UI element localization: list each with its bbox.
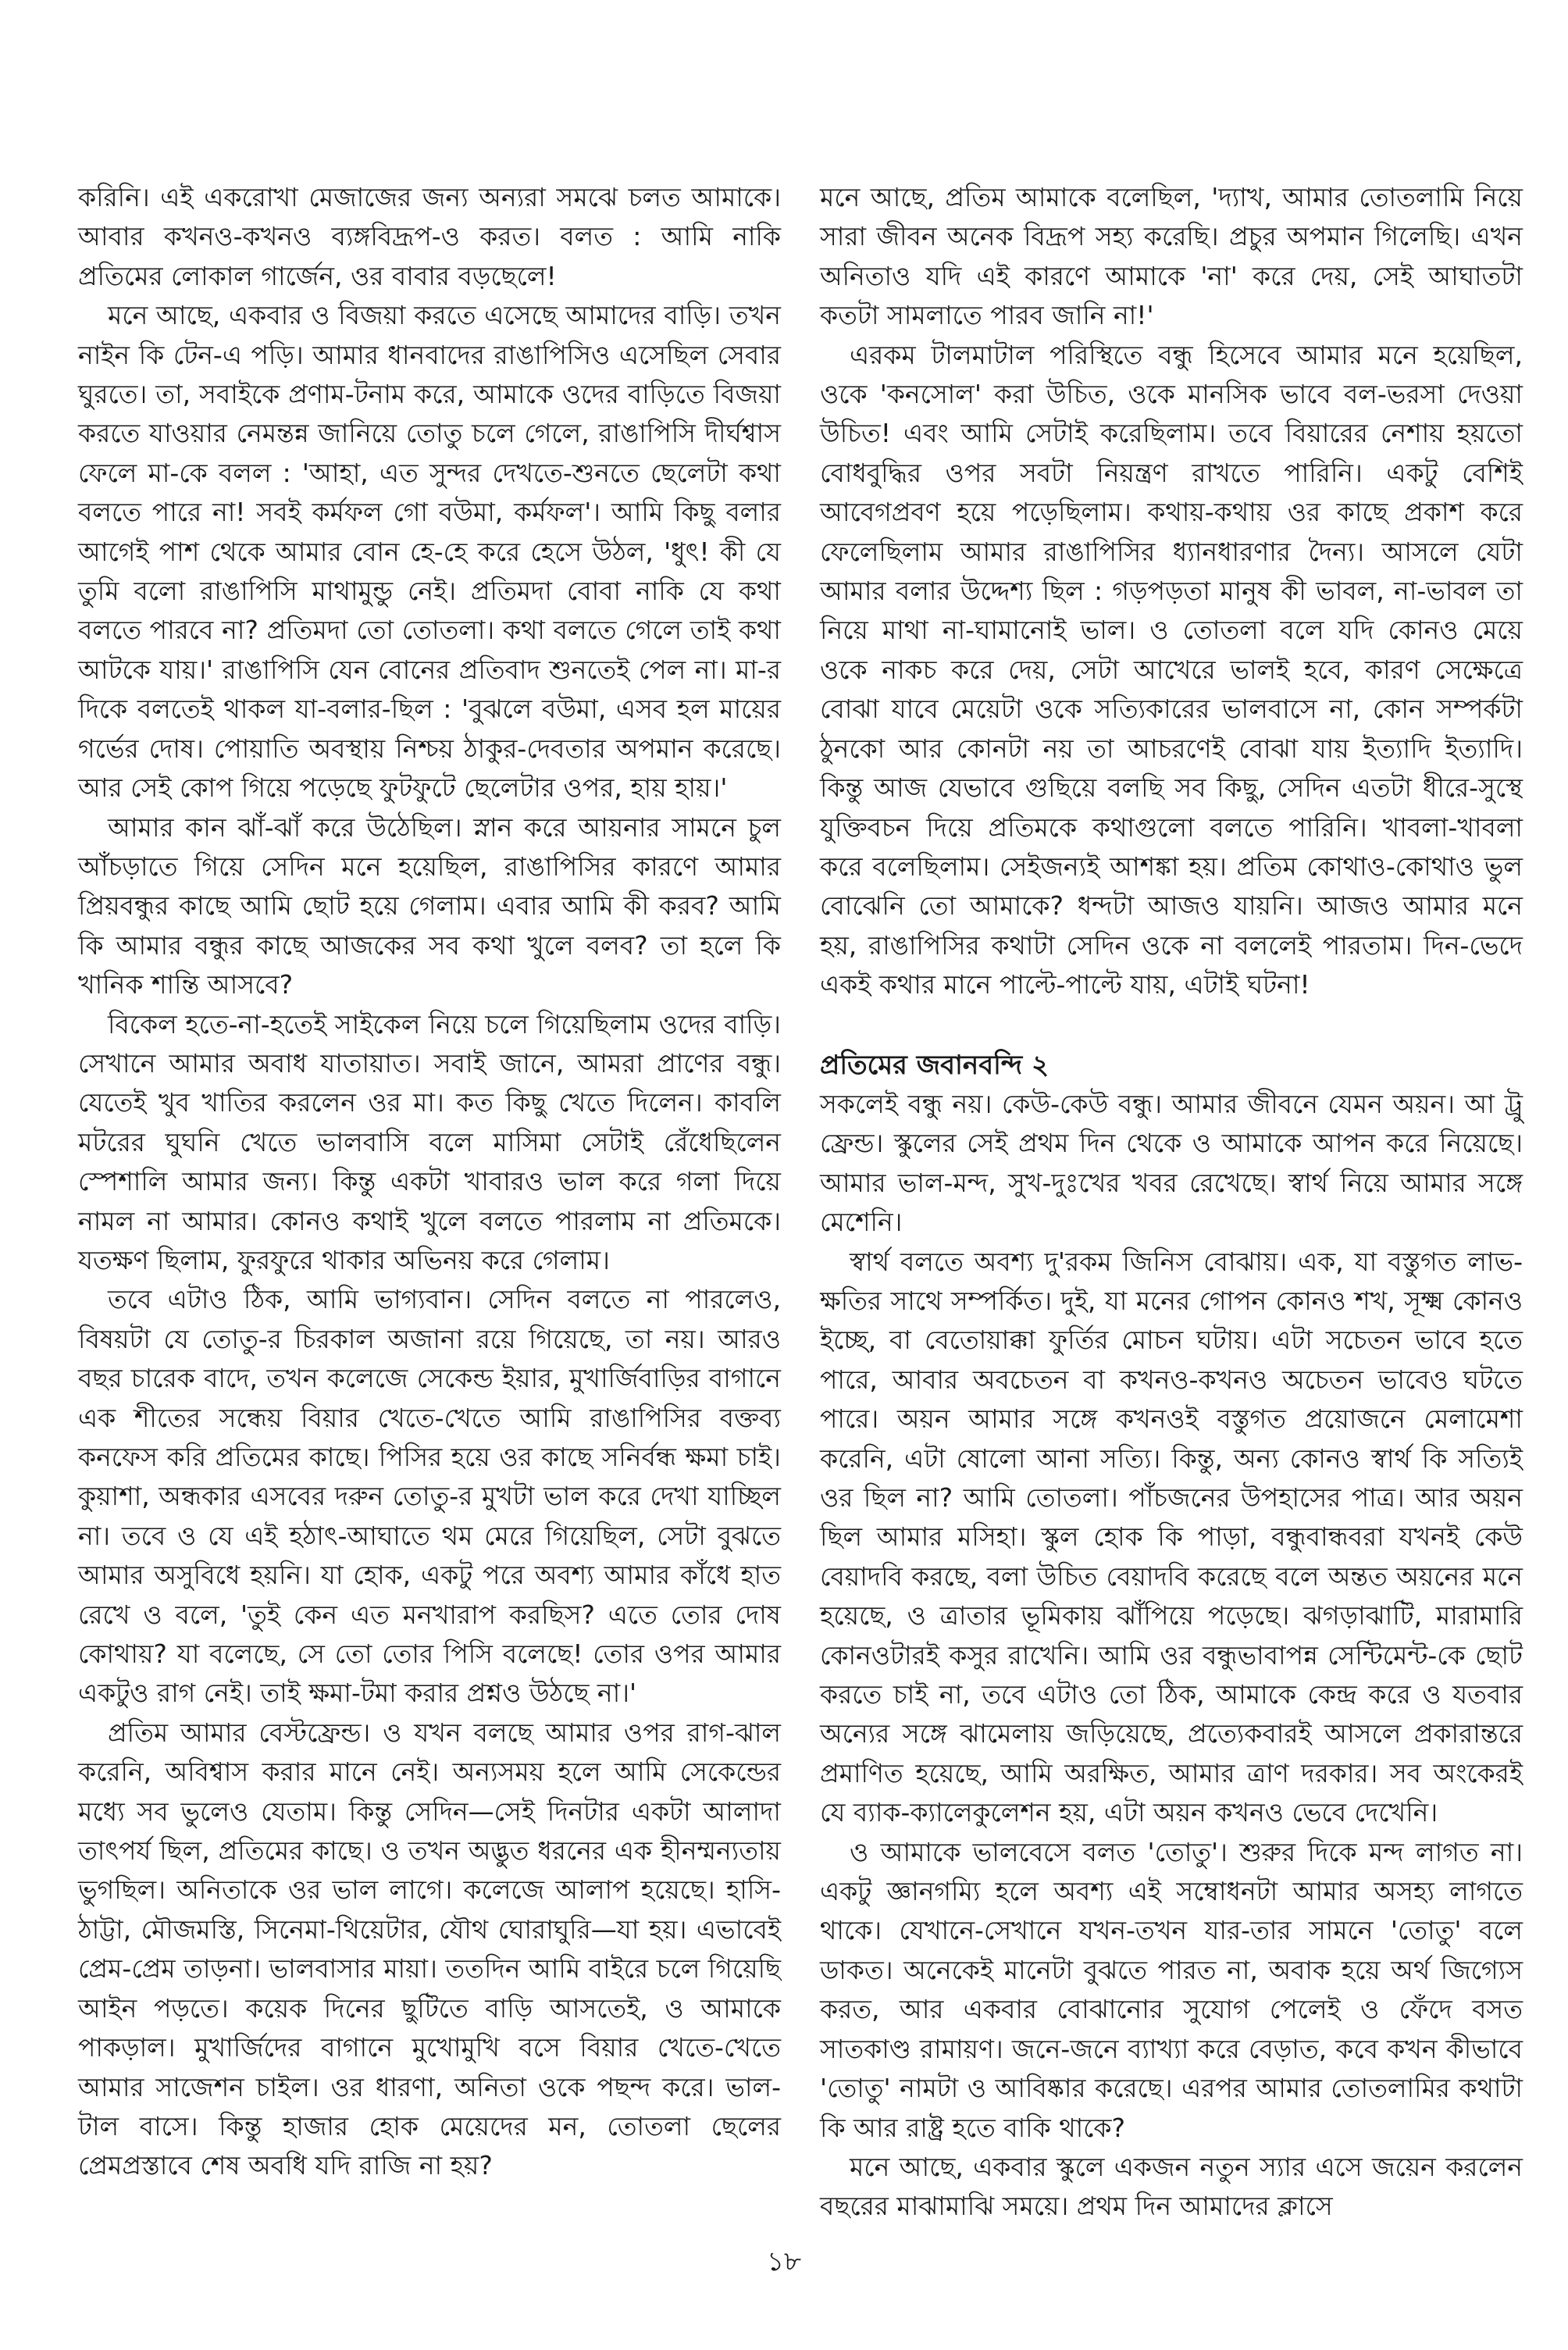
left-column <box>78 178 781 2186</box>
paragraph: এরকম টালমাটাল পরিস্থিতে বন্ধু হিসেবে আমার মনে হয়েছিল, ওকে 'কনসোল' করা উচিত, ওকে মানসিক ভাবে বল-ভরসা দেওয়া উচিত! এবং আমি সেটাই করেছিলাম। তবে বিয়ারের নেশায় হয়তো বোধবুদ্ধির ওপর সবটা নিয়ন্ত্রণ রাখতে পারিনি। একটু বেশিই আবেগপ্রবণ হয়ে পড়েছিলাম। কথায়-কথায় ওর কাছে প্রকাশ করে ফেলেছিলাম আমার রাঙাপিসির ধ্যানধারণার দৈন্য। আসলে যেটা আমার বলার উদ্দেশ্য ছিল : গড়পড়তা মানুষ কী ভাবল, না-ভাবল তা নিয়ে মাথা না-ঘামানোই ভাল। ও তোতলা বলে যদি কোনও মেয়ে ওকে নাকচ করে দেয়, সেটা আখেরে ভালই হবে, কারণ সেক্ষেত্রে বোঝা যাবে মেয়েটা ওকে সত্যিকারের ভালবাসে না, কোন সম্পর্কটা ঠুনকো আর কোনটা নয় তা আচরণেই বোঝা যায় ইত্যাদি ইত্যাদি। কিন্তু আজ যেভাবে গুছিয়ে বলছি সব কিছু, সেদিন এতটা ধীরে-সুস্থে যুক্তিবচন দিয়ে প্রতিমকে কথাগুলো বলতে পারিনি। খাবলা-খাবলা করে বলেছিলাম। সেইজন্যই আশঙ্কা হয়। প্রতিম কোথাও-কোথাও ভুল বোঝেনি তো আমাকে? ধন্দটা আজও যায়নি। আজও আমার মনে হয়, রাঙাপিসির কথাটা সেদিন ওকে না বললেই পারতাম। দিন-ভেদে একই কথার মানে পাল্টে-পাল্টে যায়, এটাই ঘটনা! <box>820 339 1523 1000</box>
paragraph: বিকেল হতে-না-হতেই সাইকেল নিয়ে চলে গিয়েছিলাম ওদের বাড়ি। সেখানে আমার অবাধ যাতায়াত। সবাই জানে, আমরা প্রাণের বন্ধু। যেতেই খুব খাতির করলেন ওর মা। কত কিছু খেতে দিলেন। কাবলি মটরের ঘুঘনি খেতে ভালবাসি বলে মাসিমা সেটাই রেঁধেছিলেন স্পেশালি আমার জন্য। কিন্তু একটা খাবারও ভাল করে গলা দিয়ে নামল না আমার। কোনও কথাই খুলে বলতে পারলাম না প্রতিমকে। যতক্ষণ ছিলাম, ফুরফুরে থাকার অভিনয় করে গেলাম। <box>78 1008 781 1275</box>
right-column <box>820 178 1523 2227</box>
section-heading: প্রতিমের জবানবন্দি ২ <box>820 1049 1049 1081</box>
page-number: ১৮ <box>766 2246 802 2277</box>
paragraph: তবে এটাও ঠিক, আমি ভাগ্যবান। সেদিন বলতে না পারলেও, বিষয়টা যে তোতু-র চিরকাল অজানা রয়ে গিয়েছে, তা নয়। আরও বছর চারেক বাদে, তখন কলেজে সেকেন্ড ইয়ার, মুখার্জিবাড়ির বাগানে এক শীতের সন্ধেয় বিয়ার খেতে-খেতে আমি রাঙাপিসির বক্তব্য কনফেস করি প্রতিমের কাছে। পিসির হয়ে ওর কাছে সনির্বন্ধ ক্ষমা চাই। কুয়াশা, অন্ধকার এসবের দরুন তোতু-র মুখটা ভাল করে দেখা যাচ্ছিল না। তবে ও যে এই হঠাৎ-আঘাতে থম মেরে গিয়েছিল, সেটা বুঝতে আমার অসুবিধে হয়নি। যা হোক, একটু পরে অবশ্য আমার কাঁধে হাত রেখে ও বলে, 'তুই কেন এত মনখারাপ করছিস? এতে তোর দোষ কোথায়? যা বলেছে, সে তো তোর পিসি বলেছে! তোর ওপর আমার একটুও রাগ নেই। তাই ক্ষমা-টমা করার প্রশ্নও উঠছে না।' <box>78 1284 781 1709</box>
paragraph: সকলেই বন্ধু নয়। কেউ-কেউ বন্ধু। আমার জীবনে যেমন অয়ন। আ ট্রু ফ্রেন্ড। স্কুলের সেই প্রথম দিন থেকে ও আমাকে আপন করে নিয়েছে। আমার ভাল-মন্দ, সুখ-দুঃখের খবর রেখেছে। স্বার্থ নিয়ে আমার সঙ্গে মেশেনি। <box>820 1088 1523 1238</box>
paragraph: প্রতিম আমার বেস্টফ্রেন্ড। ও যখন বলছে আমার ওপর রাগ-ঝাল করেনি, অবিশ্বাস করার মানে নেই। অন্যসময় হলে আমি সেকেন্ডের মধ্যে সব ভুলেও যেতাম। কিন্তু সেদিন—সেই দিনটার একটা আলাদা তাৎপর্য ছিল, প্রতিমের কাছে। ও তখন অদ্ভুত ধরনের এক হীনম্মন্যতায় ভুগছিল। অনিতাকে ওর ভাল লাগে। কলেজে আলাপ হয়েছে। হাসি-ঠাট্টা, মৌজমস্তি, সিনেমা-থিয়েটার, যৌথ ঘোরাঘুরি—যা হয়। এভাবেই প্রেম-প্রেম তাড়না। ভালবাসার মায়া। ততদিন আমি বাইরে চলে গিয়েছি আইন পড়তে। কয়েক দিনের ছুটিতে বাড়ি আসতেই, ও আমাকে পাকড়াল। মুখার্জিদের বাগানে মুখোমুখি বসে বিয়ার খেতে-খেতে আমার সাজেশন চাইল। ওর ধারণা, অনিতা ওকে পছন্দ করে। ভাল-টাল বাসে। কিন্তু হাজার হোক মেয়েদের মন, তোতলা ছেলের প্রেমপ্রস্তাবে শেষ অবধি যদি রাজি না হয়? <box>78 1717 782 2181</box>
paragraph: আমার কান ঝাঁ-ঝাঁ করে উঠেছিল। স্নান করে আয়নার সামনে চুল আঁচড়াতে গিয়ে সেদিন মনে হয়েছিল, রাঙাপিসির কারণে আমার প্রিয়বন্ধুর কাছে আমি ছোট হয়ে গেলাম। এবার আমি কী করব? আমি কি আমার বন্ধুর কাছে আজকের সব কথা খুলে বলব? তা হলে কি খানিক শান্তি আসবে? <box>78 811 781 1000</box>
paragraph: করিনি। এই একরোখা মেজাজের জন্য অন্যরা সমঝে চলত আমাকে। আবার কখনও-কখনও ব্যঙ্গবিদ্রূপ-ও করত। বলত : আমি নাকি প্রতিমের লোকাল গার্জেন, ওর বাবার বড়ছেলে! <box>78 182 781 291</box>
paragraph: মনে আছে, প্রতিম আমাকে বলেছিল, 'দ্যাখ, আমার তোতলামি নিয়ে সারা জীবন অনেক বিদ্রূপ সহ্য করেছি। প্রচুর অপমান গিলেছি। এখন অনিতাও যদি এই কারণে আমাকে 'না' করে দেয়, সেই আঘাতটা কতটা সামলাতে পারব জানি না!' <box>820 182 1523 331</box>
paragraph: ও আমাকে ভালবেসে বলত 'তোতু'। শুরুর দিকে মন্দ লাগত না। একটু জ্ঞানগম্যি হলে অবশ্য এই সম্বোধনটা আমার অসহ্য লাগতে থাকে। যেখানে-সেখানে যখন-তখন যার-তার সামনে 'তোতু' বলে ডাকত। অনেকেই মানেটা বুঝতে পারত না, অবাক হয়ে অর্থ জিগ্যেস করত, আর একবার বোঝানোর সুযোগ পেলেই ও ফেঁদে বসত সাতকাণ্ড রামায়ণ। জনে-জনে ব্যাখ্যা করে বেড়াত, কবে কখন কীভাবে 'তোতু' নামটা ও আবিষ্কার করেছে। এরপর আমার তোতলামির কথাটা কি আর রাষ্ট্র হতে বাকি থাকে? <box>820 1836 1523 2143</box>
paragraph: মনে আছে, একবার ও বিজয়া করতে এসেছে আমাদের বাড়ি। তখন নাইন কি টেন-এ পড়ি। আমার ধানবাদের রাঙাপিসিও এসেছিল সেবার ঘুরতে। তা, সবাইকে প্রণাম-টনাম করে, আমাকে ওদের বাড়িতে বিজয়া করতে যাওয়ার নেমন্তন্ন জানিয়ে তোতু চলে গেলে, রাঙাপিসি দীর্ঘশ্বাস ফেলে মা-কে বলল : 'আহা, এত সুন্দর দেখতে-শুনতে ছেলেটা কথা বলতে পারে না! সবই কর্মফল গো বউমা, কর্মফল'। আমি কিছু বলার আগেই পাশ থেকে আমার বোন হে-হে করে হেসে উঠল, 'ধুৎ! কী যে তুমি বলো রাঙাপিসি মাথামুন্ডু নেই। প্রতিমদা বোবা নাকি যে কথা বলতে পারবে না? প্রতিমদা তো তোতলা। কথা বলতে গেলে তাই কথা আটকে যায়।' রাঙাপিসি যেন বোনের প্রতিবাদ শুনতেই পেল না। মা-র দিকে বলতেই থাকল যা-বলার-ছিল : 'বুঝলে বউমা, এসব হল মায়ের গর্ভের দোষ। পোয়াতি অবস্থায় নিশ্চয় ঠাকুর-দেবতার অপমান করেছে। আর সেই কোপ গিয়ে পড়েছে ফুটফুটে ছেলেটার ওপর, হায় হায়।' <box>78 300 781 804</box>
paragraph: স্বার্থ বলতে অবশ্য দু'রকম জিনিস বোঝায়। এক, যা বস্তুগত লাভ-ক্ষতির সাথে সম্পর্কিত। দুই, যা মনের গোপন কোনও শখ, সূক্ষ্ম কোনও ইচ্ছে, বা বেতোয়াক্কা ফুর্তির মোচন ঘটায়। এটা সচেতন ভাবে হতে পারে, আবার অবচেতন বা কখনও-কখনও অচেতন ভাবেও ঘটতে পারে। অয়ন আমার সঙ্গে কখনওই বস্তুগত প্রয়োজনে মেলামেশা করেনি, এটা ষোলো আনা সত্যি। কিন্তু, অন্য কোনও স্বার্থ কি সত্যিই ওর ছিল না? আমি তোতলা। পাঁচজনের উপহাসের পাত্র। আর অয়ন ছিল আমার মসিহা। স্কুল হোক কি পাড়া, বন্ধুবান্ধবরা যখনই কেউ বেয়াদবি করছে, বলা উচিত বেয়াদবি করেছে বলে অন্তত অয়নের মনে হয়েছে, ও ত্রাতার ভূমিকায় ঝাঁপিয়ে পড়েছে। ঝগড়াঝাটি, মারামারি কোনওটারই কসুর রাখেনি। আমি ওর বন্ধুভাবাপন্ন সেন্টিমেন্ট-কে ছোট করতে চাই না, তবে এটাও তো ঠিক, আমাকে কেন্দ্র করে ও যতবার অন্যের সঙ্গে ঝামেলায় জড়িয়েছে, প্রত্যেকবারই আসলে প্রকারান্তরে প্রমাণিত হয়েছে, আমি অরক্ষিত, আমার ত্রাণ দরকার। সব অংকেরই যে ব্যাক-ক্যালেকুলেশন হয়, এটা অয়ন কখনও ভেবে দেখেনি। <box>820 1246 1523 1828</box>
paragraph: মনে আছে, একবার স্কুলে একজন নতুন স্যার এসে জয়েন করলেন বছরের মাঝামাঝি সময়ে। প্রথম দিন আমাদের ক্লাসে <box>820 2151 1523 2222</box>
